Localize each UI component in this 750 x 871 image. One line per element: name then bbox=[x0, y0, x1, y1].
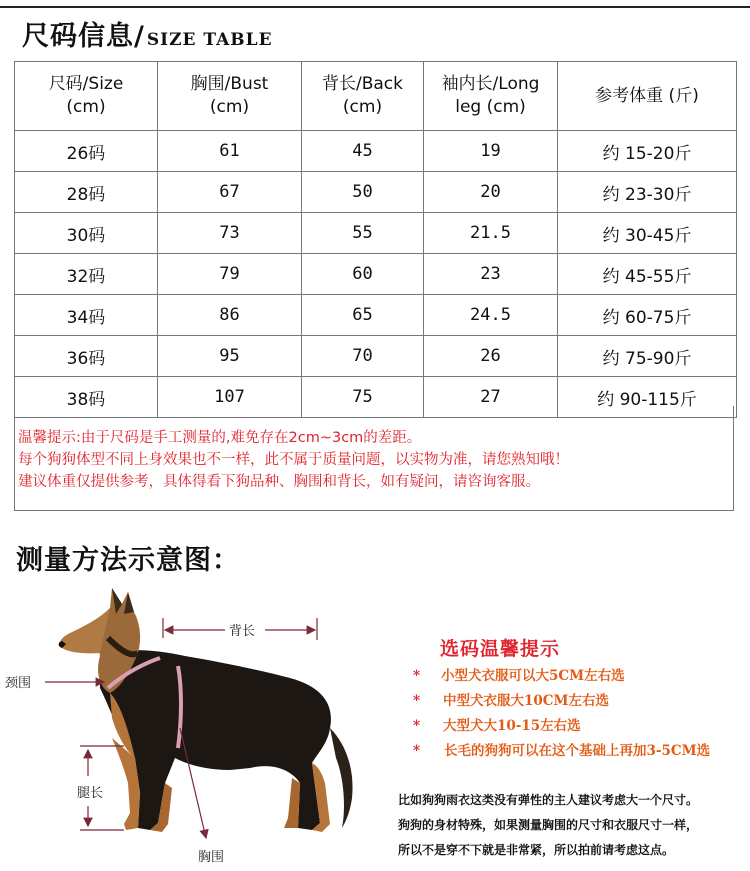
header-weight: 参考体重 (斤) bbox=[558, 62, 737, 131]
cell-weight: 约 90-115斤 bbox=[558, 377, 737, 418]
cell-bust: 107 bbox=[158, 377, 302, 418]
cell-back: 45 bbox=[302, 131, 424, 172]
leg-label: 腿长 bbox=[77, 786, 104, 801]
cell-bust: 61 bbox=[158, 131, 302, 172]
cell-back: 50 bbox=[302, 172, 424, 213]
back-length-indicator bbox=[163, 618, 317, 640]
tips-title: 选码温馨提示 bbox=[440, 638, 561, 660]
cell-size: 28码 bbox=[15, 172, 158, 213]
cell-leg: 27 bbox=[424, 377, 558, 418]
cell-bust: 79 bbox=[158, 254, 302, 295]
description-line: 狗狗的身材特殊，如果测量胸围的尺寸和衣服尺寸一样， bbox=[398, 818, 699, 832]
cell-leg: 20 bbox=[424, 172, 558, 213]
star-icon: * bbox=[413, 718, 421, 734]
cell-weight: 约 45-55斤 bbox=[558, 254, 737, 295]
cell-size: 34码 bbox=[15, 295, 158, 336]
table-row bbox=[15, 131, 737, 172]
header-bust: 胸围/Bust (cm) bbox=[158, 62, 302, 131]
cell-leg: 26 bbox=[424, 336, 558, 377]
cell-leg: 19 bbox=[424, 131, 558, 172]
cell-weight: 约 75-90斤 bbox=[558, 336, 737, 377]
cell-back: 60 bbox=[302, 254, 424, 295]
cell-back: 65 bbox=[302, 295, 424, 336]
cell-bust: 67 bbox=[158, 172, 302, 213]
description bbox=[398, 788, 698, 863]
dog-measurement-diagram bbox=[0, 578, 380, 871]
cell-back: 70 bbox=[302, 336, 424, 377]
table-row bbox=[15, 295, 737, 336]
cell-weight: 约 23-30斤 bbox=[558, 172, 737, 213]
cell-leg: 21.5 bbox=[424, 213, 558, 254]
tips-list bbox=[413, 664, 710, 764]
cell-weight: 约 30-45斤 bbox=[558, 213, 737, 254]
table-row bbox=[15, 213, 737, 254]
star-icon: * bbox=[413, 743, 421, 759]
size-table-header bbox=[15, 62, 737, 131]
notice-line: 温馨提示:由于尺码是手工测量的,难免存在2cm~3cm的差距。 bbox=[18, 430, 422, 446]
cell-bust: 86 bbox=[158, 295, 302, 336]
list-item: * 中型犬衣服大10CM左右选 bbox=[413, 689, 710, 714]
cell-weight: 约 15-20斤 bbox=[558, 131, 737, 172]
page-title bbox=[22, 14, 273, 53]
cell-leg: 23 bbox=[424, 254, 558, 295]
table-row bbox=[15, 172, 737, 213]
title-en: SIZE TABLE bbox=[146, 30, 273, 50]
cell-size: 32码 bbox=[15, 254, 158, 295]
description-line: 所以不是穿不下就是非常紧，所以拍前请考虑这点。 bbox=[398, 843, 675, 857]
cell-size: 26码 bbox=[15, 131, 158, 172]
cell-bust: 73 bbox=[158, 213, 302, 254]
cell-size: 38码 bbox=[15, 377, 158, 418]
star-icon: * bbox=[413, 668, 421, 684]
leg-indicator bbox=[77, 746, 124, 830]
chest-label: 胸围 bbox=[198, 850, 225, 865]
cell-leg: 24.5 bbox=[424, 295, 558, 336]
top-rule bbox=[0, 6, 750, 8]
size-table bbox=[14, 61, 737, 418]
cell-back: 75 bbox=[302, 377, 424, 418]
list-item: * 小型犬衣服可以大5CM左右选 bbox=[413, 664, 710, 689]
method-title: 测量方法示意图： bbox=[16, 545, 240, 576]
cell-weight: 约 60-75斤 bbox=[558, 295, 737, 336]
notice-box bbox=[14, 406, 734, 511]
star-icon: * bbox=[413, 693, 421, 709]
cell-bust: 95 bbox=[158, 336, 302, 377]
notice-line: 每个狗狗体型不同上身效果也不一样，此不属于质量问题，以实物为准，请您熟知哦！ bbox=[18, 452, 569, 468]
header-back: 背长/Back (cm) bbox=[302, 62, 424, 131]
title-zh: 尺码信息/ bbox=[22, 21, 145, 52]
notice-line: 建议体重仅提供参考，具体得看下狗品种、胸围和背长，如有疑问，请咨询客服。 bbox=[18, 474, 540, 490]
cell-size: 36码 bbox=[15, 336, 158, 377]
list-item: * 长毛的狗狗可以在这个基础上再加3-5CM选 bbox=[413, 739, 710, 764]
list-item: * 大型犬大10-15左右选 bbox=[413, 714, 710, 739]
cell-size: 30码 bbox=[15, 213, 158, 254]
table-row bbox=[15, 254, 737, 295]
description-line: 比如狗狗雨衣这类没有弹性的主人建议考虑大一个尺寸。 bbox=[398, 793, 699, 807]
table-row bbox=[15, 336, 737, 377]
back-label: 背长 bbox=[229, 624, 256, 639]
header-leg: 袖内长/Long leg (cm) bbox=[424, 62, 558, 131]
cell-back: 55 bbox=[302, 213, 424, 254]
header-size: 尺码/Size (cm) bbox=[15, 62, 158, 131]
neck-label: 颈围 bbox=[5, 676, 32, 691]
